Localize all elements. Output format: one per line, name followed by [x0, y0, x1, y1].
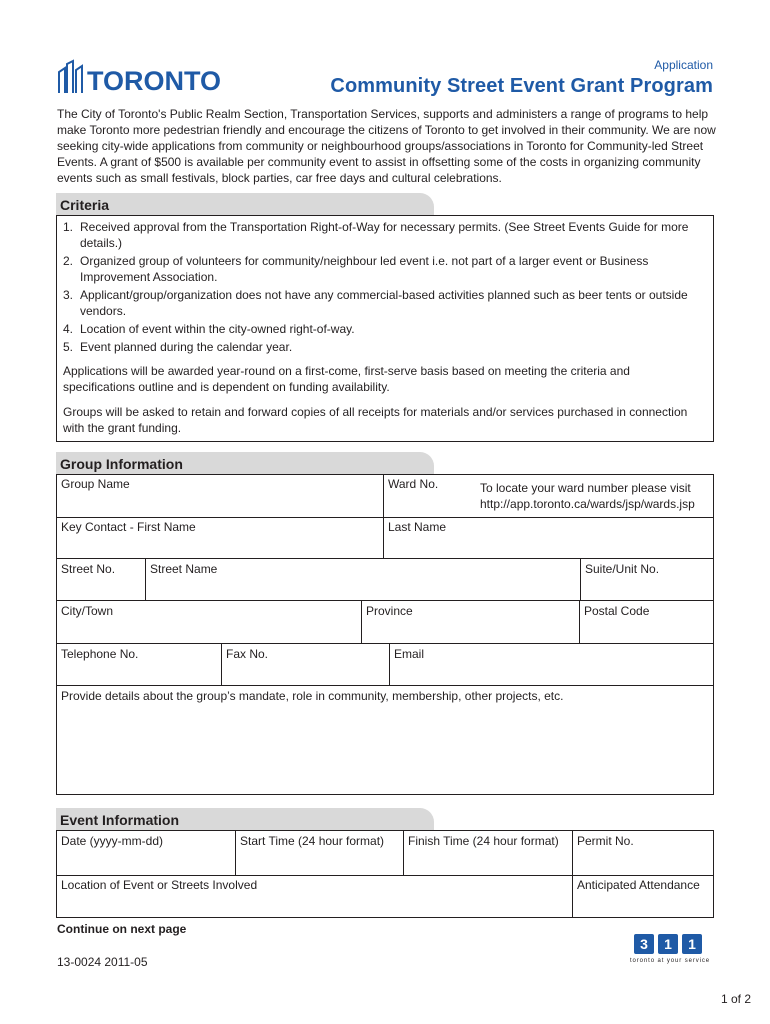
logo-wordmark: TORONTO	[87, 66, 222, 96]
toronto-logo	[57, 60, 222, 96]
logo-311-digit: 1	[682, 934, 702, 954]
ward-no-field[interactable]	[384, 475, 474, 517]
form-number: 13-0024 2011-05	[57, 955, 148, 969]
group-name-label: Group Name	[61, 477, 130, 491]
telephone-label: Telephone No.	[61, 647, 139, 661]
criteria-section-tab	[56, 193, 434, 215]
criteria-item: 2. Organized group of volunteers for community/neighbour led event i.e. not part of a larger event or Business Improvement Association.	[63, 254, 649, 284]
event-location-label: Location of Event or Streets Involved	[61, 878, 258, 892]
page-title: Community Street Event Grant Program	[330, 75, 713, 97]
suite-unit-field[interactable]	[581, 559, 713, 600]
group-details-field[interactable]	[57, 686, 713, 794]
group-details-label: Provide details about the group’s mandate, role in community, membership, other projects, etc.	[61, 689, 564, 703]
street-name-field[interactable]	[146, 559, 580, 600]
criteria-list	[63, 219, 703, 357]
group-name-field[interactable]	[57, 475, 383, 517]
city-hall-icon	[57, 60, 222, 96]
email-label: Email	[394, 647, 425, 661]
logo-311-tiles	[634, 934, 702, 954]
finish-time-field[interactable]	[404, 831, 572, 875]
suite-unit-label: Suite/Unit No.	[585, 562, 660, 576]
ward-no-label: Ward No.	[388, 477, 439, 491]
permit-no-field[interactable]	[573, 831, 713, 875]
last-name-field[interactable]	[384, 518, 713, 558]
group-info-heading: Group Information	[60, 456, 183, 472]
key-contact-first-name-field[interactable]	[57, 518, 383, 558]
street-name-label: Street Name	[150, 562, 218, 576]
ward-lookup-note: To locate your ward number please visit http://app.toronto.ca/wards/jsp/wards.jsp	[480, 480, 712, 516]
criteria-item: 5. Event planned during the calendar year.	[63, 340, 293, 354]
group-info-section-tab	[56, 452, 434, 474]
event-info-section-tab	[56, 808, 434, 830]
group-info-form	[56, 474, 714, 795]
continue-note: Continue on next page	[57, 922, 187, 936]
page-number: 1 of 2	[720, 992, 751, 1006]
province-field[interactable]	[362, 601, 579, 643]
postal-code-label: Postal Code	[584, 604, 650, 618]
fax-label: Fax No.	[226, 647, 269, 661]
logo-311-digit: 3	[634, 934, 654, 954]
criteria-award-note: Applications will be awarded year-round on a first-come, first-serve basis based on meeting the criteria and specifications outline and is dependent on funding availability.	[63, 364, 630, 394]
logo-311	[626, 934, 714, 968]
event-location-field[interactable]	[57, 876, 572, 917]
criteria-box	[56, 215, 714, 442]
permit-no-label: Permit No.	[577, 834, 634, 848]
email-field[interactable]	[390, 644, 713, 685]
application-label: Application	[654, 58, 713, 72]
logo-311-tagline: toronto at your service	[629, 958, 711, 964]
street-no-field[interactable]	[57, 559, 145, 600]
logo-311-digit: 1	[658, 934, 678, 954]
event-info-heading: Event Information	[60, 812, 180, 828]
intro-paragraph: The City of Toronto's Public Realm Section, Transportation Services, supports and administers a range of programs to help make Toronto more pedestrian friendly and encourage the citizens of Toronto to get involved in their community. We are now seeking city-wide applications from community or neighbourhood groups/associations in Toronto for Community-led Street Events. A grant of $500 is available per community event to assist in offsetting some of the costs in organizing community events such as small festivals, block parties, car free days and cultural celebrations.	[57, 107, 716, 185]
anticipated-attendance-label: Anticipated Attendance	[577, 878, 700, 892]
telephone-field[interactable]	[57, 644, 221, 685]
start-time-field[interactable]	[236, 831, 403, 875]
city-town-field[interactable]	[57, 601, 361, 643]
ward-lookup-link[interactable]: http://app.toronto.ca/wards/jsp/wards.jsp	[480, 497, 695, 511]
start-time-label: Start Time (24 hour format)	[240, 834, 385, 848]
criteria-item: 4. Location of event within the city-owned right-of-way.	[63, 322, 355, 336]
province-label: Province	[366, 604, 413, 618]
criteria-item: 3. Applicant/group/organization does not have any commercial-based activities planned such as beer tents or outside vendors.	[63, 288, 688, 318]
criteria-heading: Criteria	[60, 197, 110, 213]
finish-time-label: Finish Time (24 hour format)	[408, 834, 559, 848]
key-contact-label: Key Contact - First Name	[61, 520, 196, 534]
event-date-label: Date (yyyy-mm-dd)	[61, 834, 164, 848]
event-info-form	[56, 830, 714, 918]
city-town-label: City/Town	[61, 604, 114, 618]
street-no-label: Street No.	[61, 562, 116, 576]
anticipated-attendance-field[interactable]	[573, 876, 713, 917]
criteria-item: 1. Received approval from the Transportation Right-of-Way for necessary permits. (See Street Events Guide for more details.)	[63, 220, 689, 250]
postal-code-field[interactable]	[580, 601, 713, 643]
criteria-receipts-note: Groups will be asked to retain and forward copies of all receipts for materials and/or services purchased in connection with the grant funding.	[63, 405, 688, 435]
last-name-label: Last Name	[388, 520, 447, 534]
event-date-field[interactable]	[57, 831, 235, 875]
fax-field[interactable]	[222, 644, 389, 685]
